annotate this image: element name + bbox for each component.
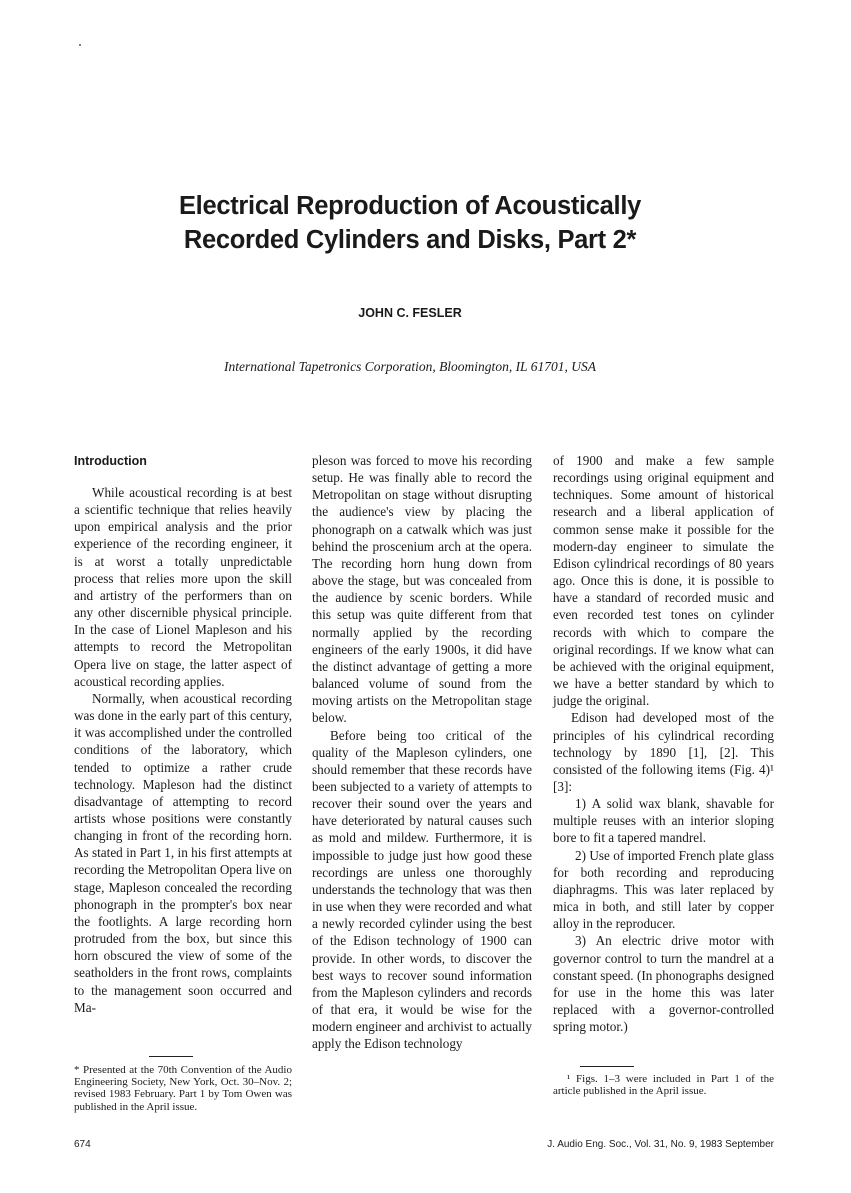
- author-name: JOHN C. FESLER: [358, 306, 462, 320]
- scan-speck: [79, 44, 81, 46]
- paragraph: Before being too critical of the quality of the Mapleson cylinders, one should remember that these records have been subjected to a variety of attempts to recover their sound over the years and have deteriorated by natural causes such as mold and mildew. Furthermore, it is impossible to judge just how good these recordings are unless one thoroughly understands the technology that was then in use when they were recorded and what a newly recorded cylinder using the best of the Edison technology of 1900 can provide. In other words, to discover the best ways to recover sound information from the Mapleson cylinders and records of that era, it would be wise for the modern engineer and archivist to actually apply the Edison technology: [312, 727, 532, 1052]
- list-item: 2) Use of imported French plate glass for both recording and reproducing diaphragms. This was later replaced by mica in both, and still later by copper alloy in the reproducer.: [553, 847, 774, 932]
- article-title: Electrical Reproduction of Acoustically Recorded Cylinders and Disks, Part 2*: [178, 192, 642, 254]
- paragraph: Normally, when acoustical recording was done in the early part of this century, it was accomplished under the controlled conditions of the laboratory, which tended to optimize a rather crude technology. Mapleson had the distinct disadvantage of attempting to record artists whose positions were constantly changing in front of the recording horn. As stated in Part 1, in his first attempts at recording the Metropolitan Opera live on stage, Mapleson concealed the recording phonograph in the prompter's box near the footlights. A large recording horn protruded from the box, but since this horn obscured the view of some of the seatholders in the front rows, complaints to the management soon occurred and Ma-: [74, 690, 292, 1015]
- text-column-3: [553, 452, 774, 1035]
- paragraph: pleson was forced to move his recording setup. He was finally able to record the Metropolitan on stage without disrupting the audience's view by placing the phonograph on a catwalk which was just behind the proscenium arch at the opera. The recording horn hung down from above the stage, but was concealed from the audience by scenic borders. While this setup was quite different from that normally applied by the recording engineers of the early 1900s, it did have the distinct advantage of getting a more balanced volume of sound from the moving artists on the Metropolitan stage below.: [312, 453, 532, 726]
- footnote-star: * Presented at the 70th Convention of the Audio Engineering Society, New York, Oct. 30–Nov. 2; revised 1983 February. Part 1 by Tom Owen was published in the April issue.: [74, 1064, 292, 1113]
- journal-citation: J. Audio Eng. Soc., Vol. 31, No. 9, 1983 September: [547, 1139, 774, 1150]
- list-item: 1) A solid wax blank, shavable for multiple reuses with an interior sloping bore to fit a tapered mandrel.: [553, 796, 774, 846]
- paragraph: of 1900 and make a few sample recordings using original equipment and techniques. Some amount of historical research and a liberal application of common sense make it possible for the modern-day engineer to simulate the Edison cylindrical recordings of 80 years ago. Once this is done, it is possible to have a standard of recorded music and even recorded test tones on cylinder records with which to compare the original recordings. If we know what can be achieved with the original equipment, we have a better standard by which to judge the original.: [553, 453, 774, 709]
- section-heading: Introduction: [74, 454, 147, 468]
- text-column-1: [74, 452, 292, 1016]
- paragraph: While acoustical recording is at best a scientific technique that relies heavily upon empirical analysis and the prior experience of the recording engineer, it is at worst a totally unpredictable process that relies more upon the skill and artistry of the performers than on any other discernible physical principle. In the case of Lionel Mapleson and his attempts to record the Metropolitan Opera live on stage, the latter aspect of acoustical recording applies.: [74, 485, 292, 689]
- footnote-one: ¹ Figs. 1–3 were included in Part 1 of the article published in the April issue.: [553, 1073, 774, 1098]
- footnote-rule: [149, 1056, 193, 1057]
- footnote-rule: [580, 1066, 634, 1067]
- list-item: 3) An electric drive motor with governor control to turn the mandrel at a constant speed. (In phonographs designed for use in the home this was later replaced with a governor-controlled spring motor.): [553, 933, 774, 1035]
- paragraph: Edison had developed most of the principles of his cylindrical recording technology by 1890 [1], [2]. This consisted of the following items (Fig. 4)¹ [3]:: [553, 710, 774, 794]
- author-affiliation: International Tapetronics Corporation, Bloomington, IL 61701, USA: [224, 359, 596, 374]
- text-column-2: [312, 452, 532, 1052]
- page-number: 674: [74, 1139, 91, 1150]
